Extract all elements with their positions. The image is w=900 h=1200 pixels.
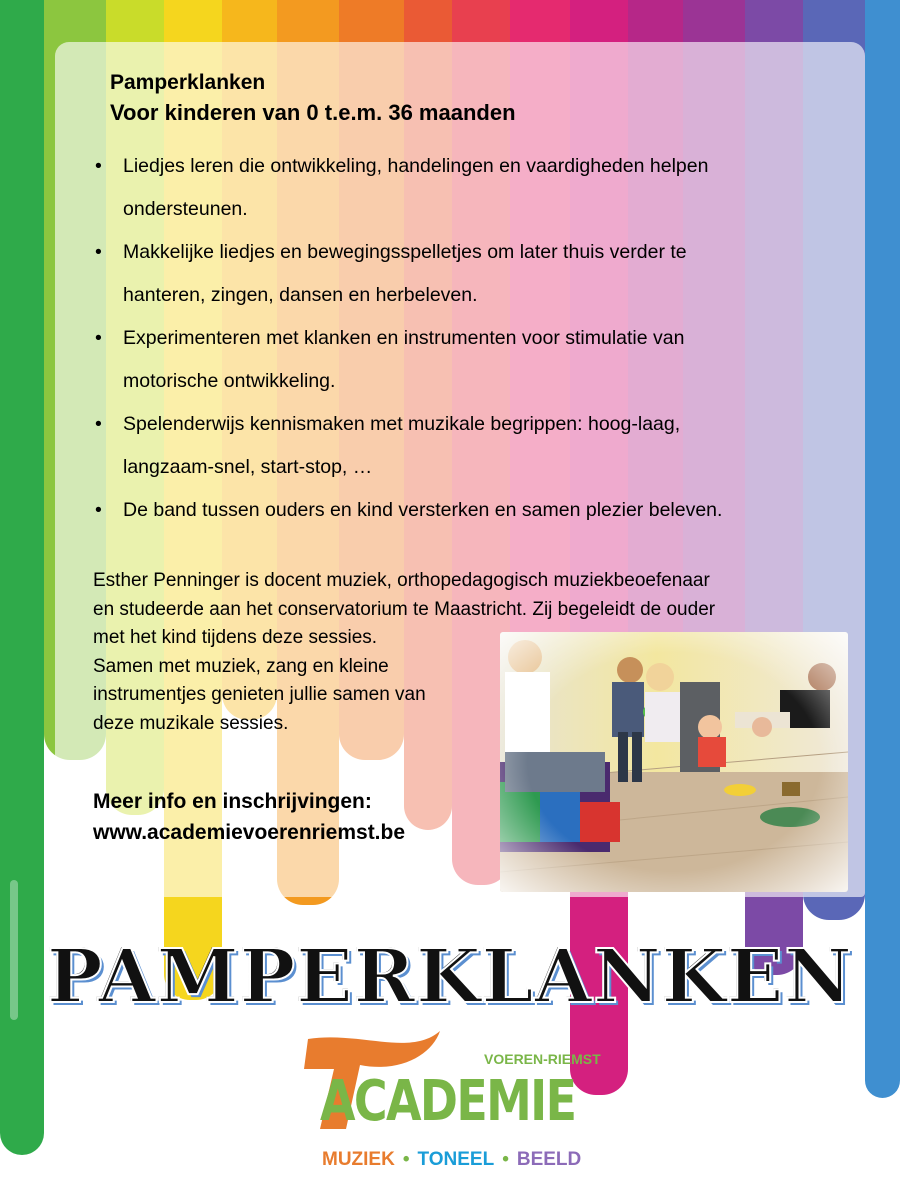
- more-info-label: Meer info en inschrijvingen:: [93, 790, 372, 813]
- academie-logo: [300, 1025, 620, 1195]
- big-title: PAMPERKLANKEN: [47, 934, 853, 1020]
- logo-wordmark: ACADEMIE: [320, 1069, 576, 1134]
- list-item: • Makkelijke liedjes en bewegingsspelletjes om later thuis verder te hanteren, zingen, dansen en herbeleven.: [95, 231, 815, 317]
- list-item: • Spelenderwijs kennismaken met muzikale begrippen: hoog-laag, langzaam-snel, start-stop, …: [95, 403, 815, 489]
- more-info-block: [93, 786, 405, 848]
- bio-line: deze muzikale sessies.: [93, 712, 289, 734]
- session-photo: [500, 632, 848, 892]
- bio-line: instrumentjes genieten jullie samen van: [93, 684, 426, 705]
- bullet-icon: •: [95, 499, 102, 521]
- list-item: • Experimenteren met klanken en instrumenten voor stimulatie van motorische ontwikkeling.: [95, 317, 815, 403]
- logo-region: VOEREN-RIEMST: [484, 1051, 601, 1067]
- feature-list: [95, 145, 815, 532]
- bullet-icon: •: [95, 327, 102, 349]
- bullet-icon: •: [95, 413, 102, 435]
- heading-block: [110, 68, 516, 128]
- list-item: • De band tussen ouders en kind versterken en samen plezier beleven.: [95, 489, 815, 532]
- bio-line: Esther Penninger is docent muziek, orthopedagogisch muziekbeoefenaar: [93, 570, 710, 591]
- bio-line: en studeerde aan het conservatorium te Maastricht. Zij begeleidt de ouder: [93, 598, 716, 620]
- bullet-icon: •: [95, 155, 102, 177]
- bullet-icon: •: [95, 241, 102, 263]
- logo-toneel: TONEEL: [417, 1149, 495, 1170]
- heading-title: Pamperklanken: [110, 71, 266, 94]
- list-item: • Liedjes leren die ontwikkeling, handelingen en vaardigheden helpen ondersteunen.: [95, 145, 815, 231]
- logo-muziek: MUZIEK: [322, 1149, 395, 1170]
- dot-icon: •: [402, 1149, 410, 1170]
- heading-subtitle: Voor kinderen van 0 t.e.m. 36 maanden: [110, 100, 516, 125]
- website-link[interactable]: www.academievoerenriemst.be: [93, 821, 406, 844]
- logo-disciplines: [322, 1149, 581, 1171]
- bio-line: Samen met muziek, zang en kleine: [93, 655, 389, 677]
- logo-beeld: BEELD: [516, 1149, 582, 1170]
- photo-children-music-session-icon: [500, 632, 848, 892]
- bio-line: met het kind tijdens deze sessies.: [93, 627, 378, 648]
- dot-icon: •: [502, 1149, 509, 1170]
